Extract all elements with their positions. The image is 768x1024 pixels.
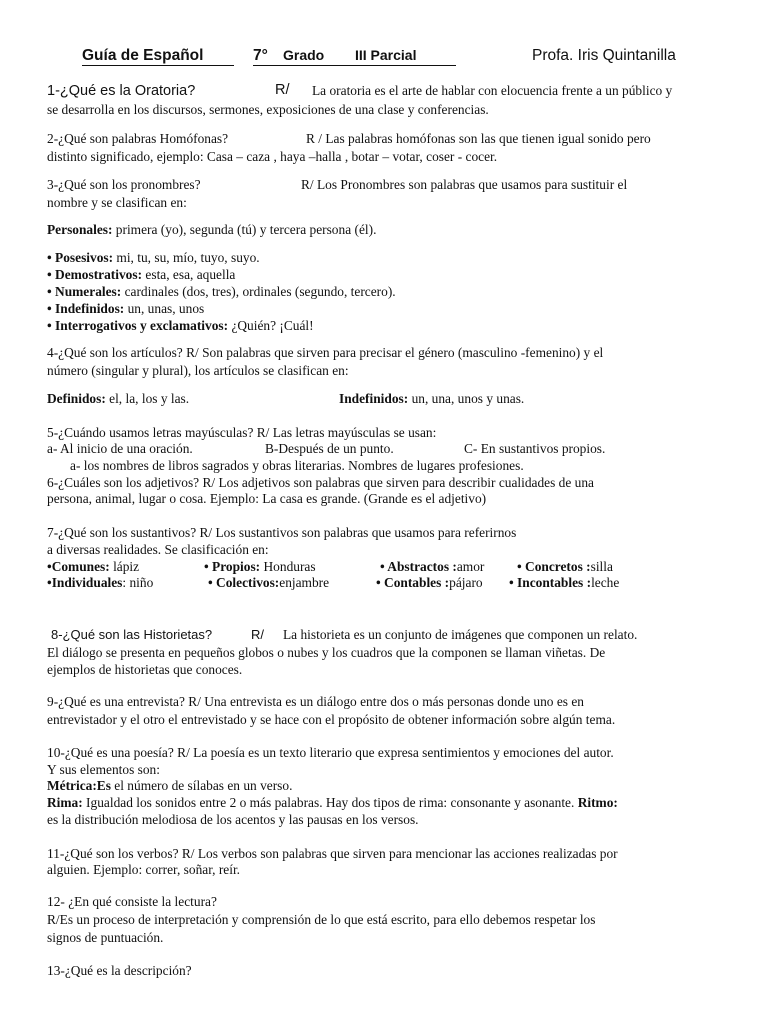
q3-item <box>47 283 396 300</box>
type-text: Honduras <box>260 559 316 574</box>
personales-label: Personales: <box>47 222 113 237</box>
type-label: •Comunes: <box>47 559 110 574</box>
q10-metrica <box>47 777 292 794</box>
q10-line-2: Y sus elementos son: <box>47 762 160 777</box>
q10-line-1: 10-¿Qué es una poesía? R/ La poesía es un texto literario que expresa sentimientos y emociones del autor. <box>47 745 614 760</box>
indefinidos-label: Indefinidos: <box>339 391 409 406</box>
q8-answer-3: ejemplos de historietas que conoces. <box>47 662 243 677</box>
q3-question: 3-¿Qué son los pronombres? <box>47 177 201 192</box>
definidos-text: el, la, los y las. <box>105 391 190 406</box>
q1-answer-2: se desarrolla en los discursos, sermones, exposiciones de una clase y conferencias. <box>47 102 489 117</box>
q11-line-2: alguien. Ejemplo: correr, soñar, reír. <box>47 862 241 877</box>
title-underline-1 <box>82 65 234 66</box>
type-text: amor <box>456 559 485 574</box>
title-underline-2 <box>253 65 456 66</box>
q5-line-2 <box>47 440 606 457</box>
q4-line-2: número (singular y plural), los artículos se clasifican en: <box>47 363 349 378</box>
title-grado: Grado <box>283 47 325 63</box>
q8-answer-1: La historieta es un conjunto de imágenes que componen un relato. <box>283 627 638 642</box>
q5-line-3: a- los nombres de libros sagrados y obras literarias. Nombres de lugares profesiones. <box>70 458 524 473</box>
q1-answer-1: La oratoria es el arte de hablar con elocuencia frente a un público y <box>312 83 673 98</box>
type-label: • Incontables : <box>509 575 592 590</box>
type-label: • Concretos : <box>517 559 591 574</box>
q3-answer-1: R/ Los Pronombres son palabras que usamos para sustituir el <box>301 177 628 192</box>
q12-line-3: signos de puntuación. <box>47 930 164 945</box>
q3-answer-2: nombre y se clasifican en: <box>47 195 187 210</box>
ritmo-label: Ritmo: <box>577 795 618 810</box>
teacher-name: Profa. Iris Quintanilla <box>532 47 676 64</box>
item-label: • Indefinidos: <box>47 301 125 316</box>
q3-item <box>47 266 235 283</box>
item-text: un, unas, unos <box>124 301 205 316</box>
q7-line-2: a diversas realidades. Se clasificación en: <box>47 542 269 557</box>
type-text: lápiz <box>109 559 140 574</box>
type-text: : niño <box>122 575 154 590</box>
q5-c: C- En sustantivos propios. <box>464 441 606 456</box>
q3-personales <box>47 221 376 238</box>
q4-classes <box>47 390 525 407</box>
q5-b: B-Después de un punto. <box>265 441 394 456</box>
indefinidos-text: un, una, unos y unas. <box>408 391 525 406</box>
q10-line-5: es la distribución melodiosa de los acentos y las pausas en los versos. <box>47 812 419 827</box>
q8-answer-2: El diálogo se presenta en pequeños globos o nubes y los cuadros que la componen se llaman viñetas. De <box>47 645 606 660</box>
type-text: pájaro <box>449 575 483 590</box>
q2-answer-1: R / Las palabras homófonas son las que tienen igual sonido pero <box>306 131 651 146</box>
q8-question: 8-¿Qué son las Historietas? <box>51 627 213 642</box>
definidos-label: Definidos: <box>47 391 106 406</box>
q5-line-1: 5-¿Cuándo usamos letras mayúsculas? R/ Las letras mayúsculas se usan: <box>47 425 437 440</box>
item-text: mi, tu, su, mío, tuyo, suyo. <box>113 250 260 265</box>
metrica-label: Métrica:Es <box>47 778 111 793</box>
type-label: • Contables : <box>376 575 450 590</box>
type-label: • Colectivos: <box>208 575 280 590</box>
q8-r: R/ <box>251 627 264 642</box>
q4-line-1: 4-¿Qué son los artículos? R/ Son palabras que sirven para precisar el género (masculino -femenino) y el <box>47 345 604 360</box>
personales-text: primera (yo), segunda (tú) y tercera persona (él). <box>112 222 377 237</box>
type-label: • Abstractos : <box>380 559 457 574</box>
type-text: silla <box>590 559 613 574</box>
q8-line-1 <box>51 626 638 643</box>
q13-line-1: 13-¿Qué es la descripción? <box>47 963 192 978</box>
q3-item <box>47 300 204 317</box>
q1-line-1 <box>47 82 673 100</box>
q6-line-2: persona, animal, lugar o cosa. Ejemplo: La casa es grande. (Grande es el adjetivo) <box>47 491 487 506</box>
q10-rima <box>47 794 618 811</box>
q9-line-1: 9-¿Qué es una entrevista? R/ Una entrevista es un diálogo entre dos o más personas donde uno es en <box>47 694 584 709</box>
q3-item <box>47 317 314 334</box>
type-label: •Individuales <box>47 575 123 590</box>
q2-line-1 <box>47 130 651 147</box>
q7-row-1 <box>47 558 613 575</box>
metrica-text: el número de sílabas en un verso. <box>110 778 293 793</box>
q1-question: 1-¿Qué es la Oratoria? <box>47 83 196 99</box>
q7-line-1: 7-¿Qué son los sustantivos? R/ Los sustantivos son palabras que usamos para referirnos <box>47 525 517 540</box>
q6-line-1: 6-¿Cuáles son los adjetivos? R/ Los adjetivos son palabras que sirven para describir cualidades de una <box>47 475 595 490</box>
item-label: • Numerales: <box>47 284 122 299</box>
item-text: esta, esa, aquella <box>142 267 236 282</box>
q2-answer-2: distinto significado, ejemplo: Casa – caza , haya –halla , botar – votar, coser - cocer. <box>47 149 498 164</box>
title-guia: Guía de Español <box>82 47 204 64</box>
item-label: • Posesivos: <box>47 250 114 265</box>
q12-line-2: R/Es un proceso de interpretación y comprensión de lo que está escrito, para ello debemos respetar los <box>47 912 596 927</box>
q2-question: 2-¿Qué son palabras Homófonas? <box>47 131 229 146</box>
type-text: enjambre <box>279 575 330 590</box>
item-text: cardinales (dos, tres), ordinales (segundo, tercero). <box>121 284 396 299</box>
type-text: leche <box>591 575 620 590</box>
q12-line-1: 12- ¿En qué consiste la lectura? <box>47 894 217 909</box>
q3-line-1 <box>47 176 628 193</box>
q9-line-2: entrevistador y el otro el entrevistado y se hace con el propósito de obtener información sobre algún tema. <box>47 712 616 727</box>
q1-r: R/ <box>275 82 290 98</box>
rima-text: Igualdad los sonidos entre 2 o más palabras. Hay dos tipos de rima: consonante y asonante. <box>82 795 578 810</box>
q11-line-1: 11-¿Qué son los verbos? R/ Los verbos son palabras que sirven para mencionar las acciones realizadas por <box>47 846 618 861</box>
item-label: • Demostrativos: <box>47 267 143 282</box>
q5-a: a- Al inicio de una oración. <box>47 441 193 456</box>
q7-row-2 <box>47 574 620 591</box>
item-label: • Interrogativos y exclamativos: <box>47 318 229 333</box>
title-parcial: III Parcial <box>355 47 417 63</box>
title-grado-num: 7° <box>253 47 268 64</box>
q3-item <box>47 249 260 266</box>
type-label: • Propios: <box>204 559 261 574</box>
item-text: ¿Quién? ¡Cuál! <box>228 318 314 333</box>
rima-label: Rima: <box>47 795 83 810</box>
